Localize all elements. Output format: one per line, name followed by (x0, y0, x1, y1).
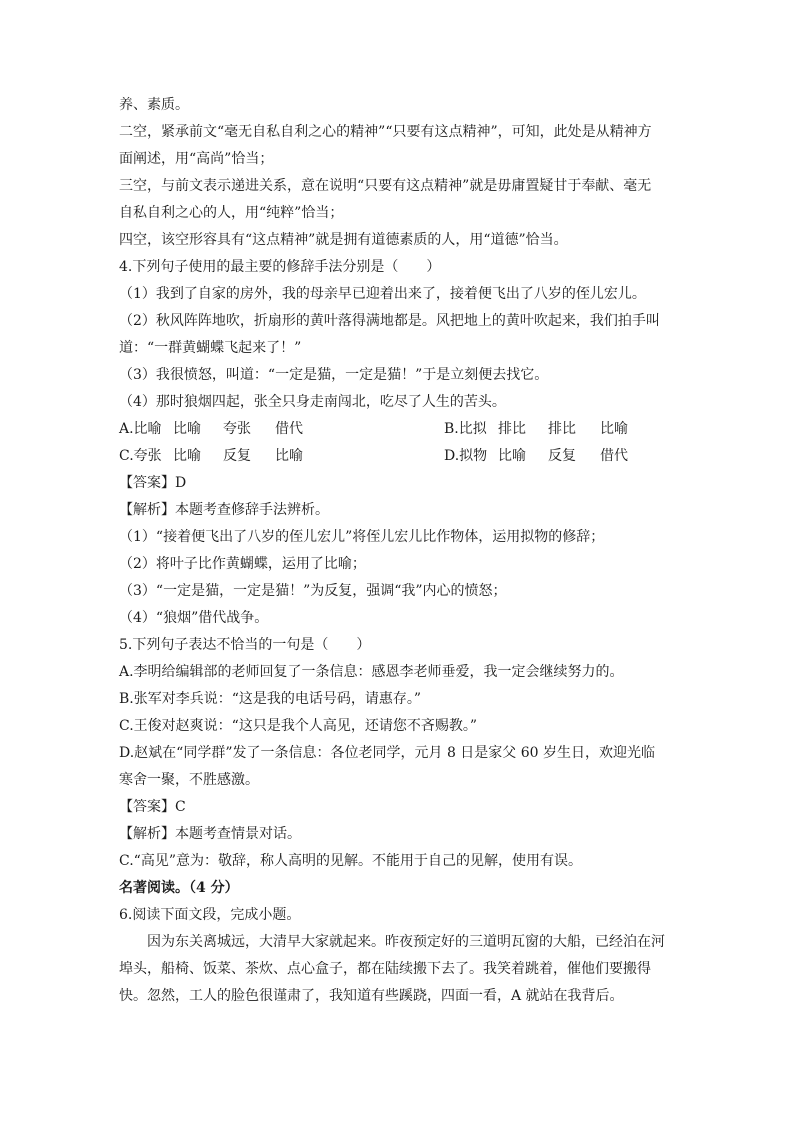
text-line: （3）“一定是猫，一定是猫！”为反复，强调“我”内心的愤怒； (119, 583, 507, 599)
text-line: （2）秋风阵阵地吹，折扇形的黄叶落得满地都是。风把地上的黄叶吹起来，我们拍手叫 (119, 313, 660, 329)
passage-line: 埠头，船椅、饭菜、茶炊、点心盒子，都在陆续搬下去了。我笑着跳着，催他们要搬得 (119, 961, 651, 977)
option-a: A.比喻 比喻 夸张 借代 (119, 421, 303, 437)
option-d: D.拟物 比喻 反复 借代 (444, 448, 628, 464)
section-heading: 名著阅读。（4 分） (119, 880, 239, 896)
question-6-stem: 6.阅读下面文段，完成小题。 (119, 907, 301, 923)
text-line: A.李明给编辑部的老师回复了一条信息：感恩李老师垂爱，我一定会继续努力的。 (119, 664, 624, 680)
text-line: D.赵斌在“同学群”发了一条信息：各位老同学，元月 8 日是家父 60 岁生日，欢迎光临 (119, 745, 656, 761)
question-5-stem: 5.下列句子表达不恰当的一句是（ ） (119, 637, 371, 653)
text-line: （1）“接着便飞出了八岁的侄儿宏儿”将侄儿宏儿比作物体，运用拟物的修辞； (119, 529, 605, 545)
text-line: （1）我到了自家的房外，我的母亲早已迎着出来了，接着便飞出了八岁的侄儿宏儿。 (119, 286, 646, 302)
option-c: C.夸张 比喻 反复 比喻 (119, 448, 303, 464)
text-line: 二空，紧承前文“毫无自私自利之心的精神”“只要有这点精神”，可知，此处是从精神方 (119, 124, 652, 140)
text-line: B.张军对李兵说：“这是我的电话号码，请惠存。” (119, 691, 422, 707)
passage-line: 快。忽然，工人的脸色很谨肃了，我知道有些蹊跷，四面一看，A 就站在我背后。 (119, 988, 624, 1004)
option-b: B.比拟 排比 排比 比喻 (444, 421, 628, 437)
analysis-line: 【解析】本题考查情景对话。 (119, 826, 301, 842)
text-line: 面阐述，用“高尚”恰当； (119, 151, 274, 167)
text-line: 自私自利之心的人，用“纯粹”恰当； (119, 205, 344, 221)
text-line: 三空，与前文表示递进关系，意在说明“只要有这点精神”就是毋庸置疑甘于奉献、毫无 (119, 178, 652, 194)
analysis-line: 【解析】本题考查修辞手法辨析。 (119, 502, 329, 518)
text-line: C.“高见”意为：敬辞，称人高明的见解。不能用于自己的见解，使用有误。 (119, 853, 582, 869)
text-line: （4）“狼烟”借代战争。 (119, 610, 269, 626)
answer-line: 【答案】C (119, 799, 186, 815)
text-line: 寒舍一聚，不胜感激。 (119, 772, 259, 788)
question-4-stem: 4.下列句子使用的最主要的修辞手法分别是（ ） (119, 259, 441, 275)
text-line: 道：“一群黄蝴蝶飞起来了！” (119, 340, 302, 356)
text-line: （4）那时狼烟四起，张全只身走南闯北，吃尽了人生的苦头。 (119, 394, 506, 410)
text-line: 四空，该空形容具有“这点精神”就是拥有道德素质的人，用“道德”恰当。 (119, 232, 568, 248)
text-line: （3）我很愤怒，叫道：“一定是猫，一定是猫！”于是立刻便去找它。 (119, 367, 549, 383)
answer-line: 【答案】D (119, 475, 187, 491)
passage-line: 因为东关离城远，大清早大家就起来。昨夜预定好的三道明瓦窗的大船，已经泊在河 (119, 934, 665, 950)
text-line: C.王俊对赵爽说：“这只是我个人高见，还请您不吝赐教。” (119, 718, 477, 734)
text-line: （2）将叶子比作黄蝴蝶，运用了比喻； (119, 556, 366, 572)
text-line: 养、素质。 (119, 97, 189, 113)
